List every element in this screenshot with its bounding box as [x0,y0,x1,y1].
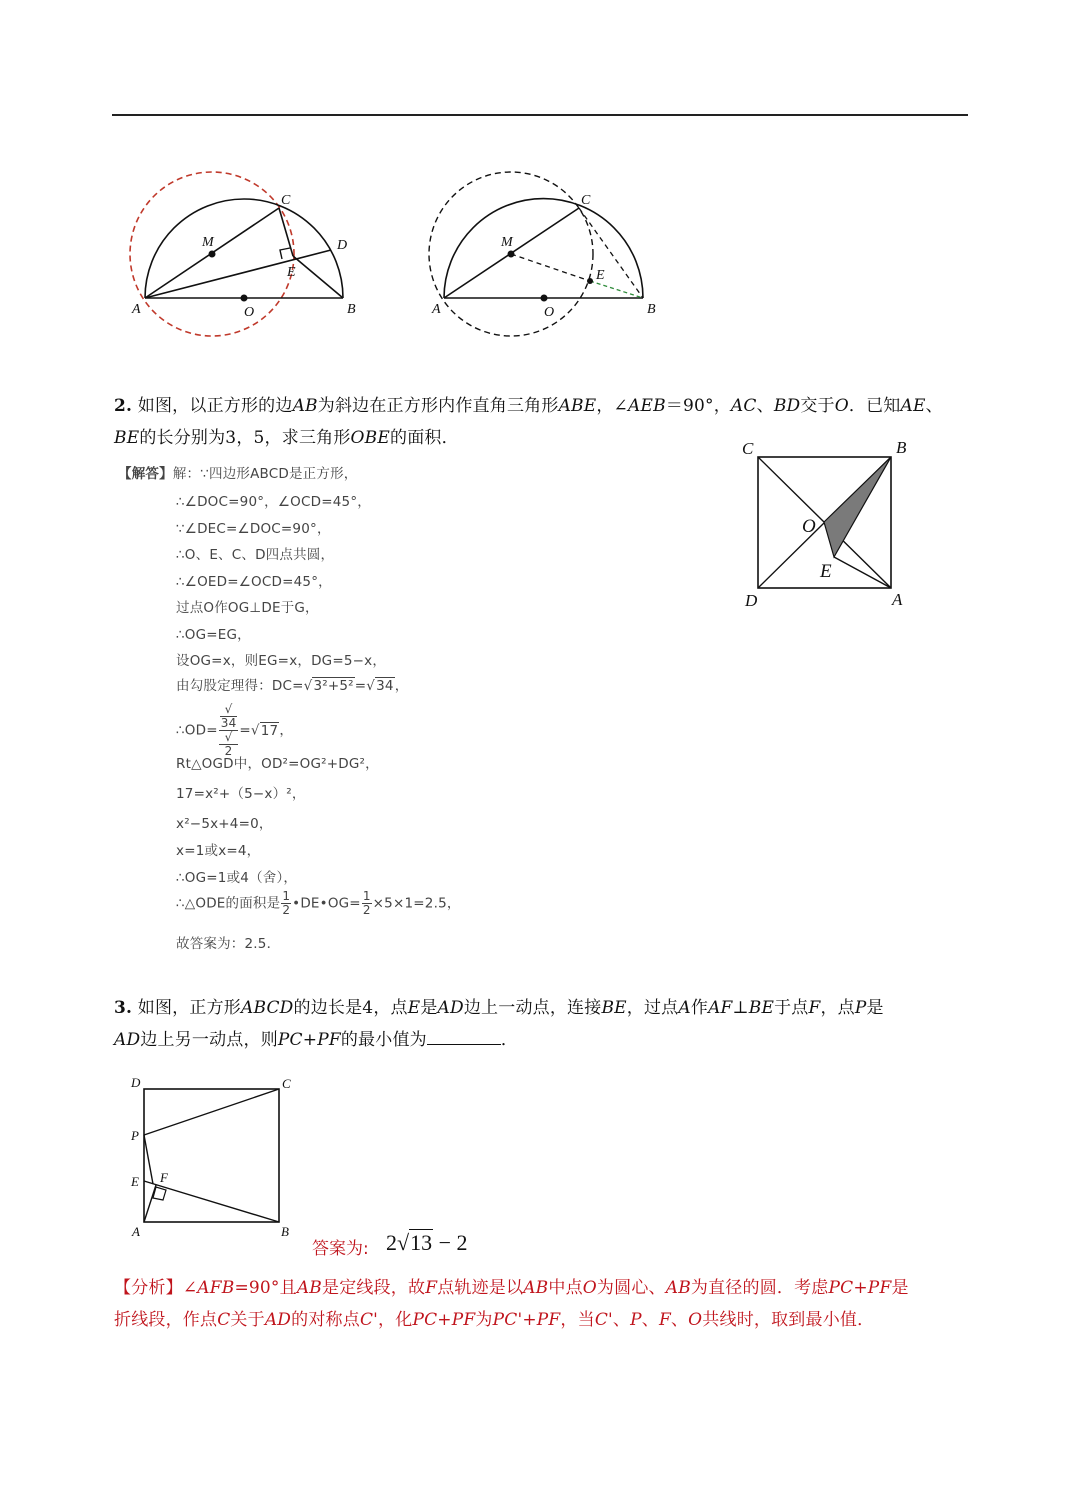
text: 如图，正方形 [137,998,241,1018]
math: PC+PF [412,1310,476,1330]
math-E: E [407,998,421,1018]
text: 、 [670,1310,689,1330]
point-O [541,295,548,302]
math: AD [264,1310,292,1330]
segment-EA [834,557,891,588]
math: C [217,1310,231,1330]
answer-value: 2√13 − 2 [386,1230,468,1255]
text: ，化 [378,1310,413,1330]
label-O: O [802,516,816,537]
text: ， [279,722,294,739]
shaded-triangle-OBE [824,457,891,557]
label-O: O [244,305,255,320]
text: ． [500,1030,519,1050]
text: 如图，以正方形的边 [137,396,293,416]
math-BD: BD [773,396,801,416]
solution-line: ∴OG=1或4（舍）， [176,870,298,886]
math-ABCD: ABCD [240,998,294,1018]
sqrt-radicand: 13 [410,1230,433,1255]
solution-line: x=1或x=4， [176,843,261,859]
sqrt-radicand: 3²+5² [313,678,354,694]
text: 折线段，作点 [114,1310,218,1330]
math-AD: AD [437,998,464,1018]
label-F: F [160,1170,168,1185]
label-A: A [132,302,141,317]
math: AB [296,1278,322,1298]
label-D: D [131,1075,141,1090]
text: 关于 [230,1310,265,1330]
text: 为圆心、 [596,1278,666,1298]
segment-PF [144,1135,153,1184]
text: ⊥ [732,998,749,1018]
label-C: C [581,193,591,208]
segment-PC [144,1089,279,1135]
text: ，点 [820,998,855,1018]
fraction [362,890,372,917]
text: 边上另一动点，则 [140,1030,278,1050]
math-AF: AF [708,998,733,1018]
math: O [582,1278,597,1298]
text: •DE•OG= [292,895,361,912]
segment-AD [145,250,331,298]
label-E: E [820,561,832,582]
label-D: D [745,591,758,610]
label-B: B [281,1224,289,1239]
math: F [425,1278,438,1298]
dashed-EB-green [590,281,643,298]
solution-line: 由勾股定理得：DC=√3²+5²=√34， [176,678,409,694]
math: C' [594,1310,613,1330]
math-OBE: OBE [350,428,390,448]
denominator: 2 [219,744,239,758]
text: 的最小值为 [340,1030,427,1050]
text: 、 [925,396,943,416]
solution-tag: 【解答】 [118,466,173,482]
sqrt-radicand: 17 [260,722,279,739]
sqrt-radicand: 34 [376,678,394,694]
numerator: 1 [282,889,291,903]
figure-semicircle-right [420,160,670,350]
solution-line: ∴OD= √ 34 √ 2 =√17， [176,702,294,758]
text: 、 [641,1310,659,1330]
text: ，过点 [626,998,679,1018]
solution-line: x²−5x+4=0， [176,816,273,832]
text: ＝90°， [665,396,731,416]
math: PC+PF [828,1278,892,1298]
text: ．已知 [848,396,901,416]
point-O [241,295,248,302]
text: 作 [690,998,709,1018]
math-PCPF: PC+PF [277,1030,341,1050]
text: 是 [866,998,884,1018]
dashed-CB [579,208,643,298]
semicircle-arc [145,199,343,298]
text: ∴OD= [176,722,218,739]
text: 、 [756,396,774,416]
math: F [658,1310,671,1330]
text: 边上一动点，连接 [463,998,602,1018]
math-AC: AC [730,396,757,416]
math-P: P [854,998,867,1018]
text: 的边长是4，点 [293,998,408,1018]
label-B: B [896,438,907,457]
text: 是定线段，故 [322,1278,426,1298]
solution-line: ∴OG=EG， [176,627,251,643]
point-E [587,278,593,284]
text: 是 [891,1278,909,1298]
text: 交于 [800,396,835,416]
solution-line [118,462,357,482]
solution-line: ∴∠OED=∠OCD=45°， [176,574,332,590]
label-A: A [432,302,441,317]
label-E: E [131,1174,139,1189]
text: 由勾股定理得：DC= [176,678,304,694]
fraction: √ 34 √ 2 [220,702,237,758]
right-angle-mark [280,248,290,259]
math-BE: BE [601,998,627,1018]
solution-line [176,890,461,917]
text: ∴△ODE的面积是 [176,895,281,912]
label-A: A [892,590,903,609]
header-rule [112,114,968,116]
right-angle-mark [153,1187,166,1200]
answer-blank [427,1026,501,1045]
math: AFB [197,1278,235,1298]
text: 中点 [548,1278,583,1298]
label-P: P [131,1128,139,1143]
math-BE: BE [748,998,775,1018]
solution-line: 过点O作OG⊥DE于G， [176,600,319,616]
label-O: O [544,305,555,320]
figure-square-abcd [735,435,915,615]
label-B: B [647,302,656,317]
label-M: M [501,235,513,250]
math-AD: AD [114,1030,141,1050]
text: 于点 [774,998,809,1018]
solution-line: ∵∠DEC=∠DOC=90°， [176,521,331,537]
text: =90°且 [234,1278,297,1298]
label-C: C [742,439,754,458]
numerator: 34 [220,716,237,730]
math-BE: BE [114,428,140,448]
label-D: D [337,238,348,253]
label-C: C [281,193,291,208]
problem-3-text [114,992,970,1056]
text: 的长分别为3，5，求三角形 [139,428,351,448]
math-AB: AB [292,396,318,416]
math-A: A [678,998,691,1018]
text: 为 [475,1310,493,1330]
segment-EB [144,1181,279,1222]
text: 共线时，取到最小值． [702,1310,875,1330]
math: PC'+PF [492,1310,561,1330]
figure-semicircle-left [120,160,370,350]
text: 的对称点 [291,1310,360,1330]
solution-line: 故答案为：2.5． [176,936,281,952]
math-ABE: ABE [558,396,597,416]
numerator: 1 [362,889,371,903]
text: = [239,722,251,739]
point-M [508,251,515,258]
problem-number: 2. [114,396,133,416]
label-B: B [347,302,356,317]
math: O [688,1310,703,1330]
solution-line: Rt△OGD中，OD²=OG²+DG²， [176,756,379,772]
semicircle-arc [444,199,643,298]
answer-label: 答案为: [312,1239,369,1259]
figure-square-pcpf [125,1072,300,1242]
solution-line: ∴∠DOC=90°，∠OCD=45°， [176,494,371,510]
math-AEB: AEB [628,396,666,416]
fraction [281,890,291,917]
text: − 2 [438,1230,468,1255]
problem-number: 3. [114,998,133,1018]
label-E: E [596,268,605,283]
text: 解：∵四边形ABCD是正方形， [172,466,358,482]
text: 、 [612,1310,631,1330]
analysis-3 [114,1272,974,1336]
text: ×5×1=2.5， [372,895,461,912]
text: = [354,678,367,694]
label-C: C [282,1076,291,1091]
math-O: O [834,396,849,416]
solution-line: ∴O、E、C、D四点共圆， [176,547,335,563]
math-F: F [808,998,821,1018]
math: C' [359,1310,379,1330]
text: 为斜边在正方形内作直角三角形 [317,396,559,416]
text: ∠ [182,1278,198,1298]
label-E: E [287,265,296,280]
math: P [630,1310,642,1330]
text: ， [394,678,409,694]
label-A: A [132,1224,140,1239]
text: ，∠ [596,396,628,416]
text: 是 [420,998,438,1018]
text: ，当 [560,1310,595,1330]
text: 的面积． [390,428,459,448]
segment-AF [144,1185,156,1222]
denominator: 2 [282,903,291,917]
dashed-ME [511,254,590,281]
solution-line: 设OG=x，则EG=x，DG=5−x， [176,653,387,669]
math: AB [523,1278,549,1298]
math-AE: AE [900,396,926,416]
denominator: 2 [362,903,371,917]
point-M [209,251,216,258]
solution-line: 17=x²+（5−x）²， [176,786,306,802]
label-M: M [202,235,214,250]
text: 为直径的圆．考虑 [690,1278,829,1298]
coefficient: 2 [386,1230,397,1255]
text: 点轨迹是以 [437,1278,524,1298]
math: AB [665,1278,691,1298]
analysis-tag: 【分析】 [114,1278,183,1298]
